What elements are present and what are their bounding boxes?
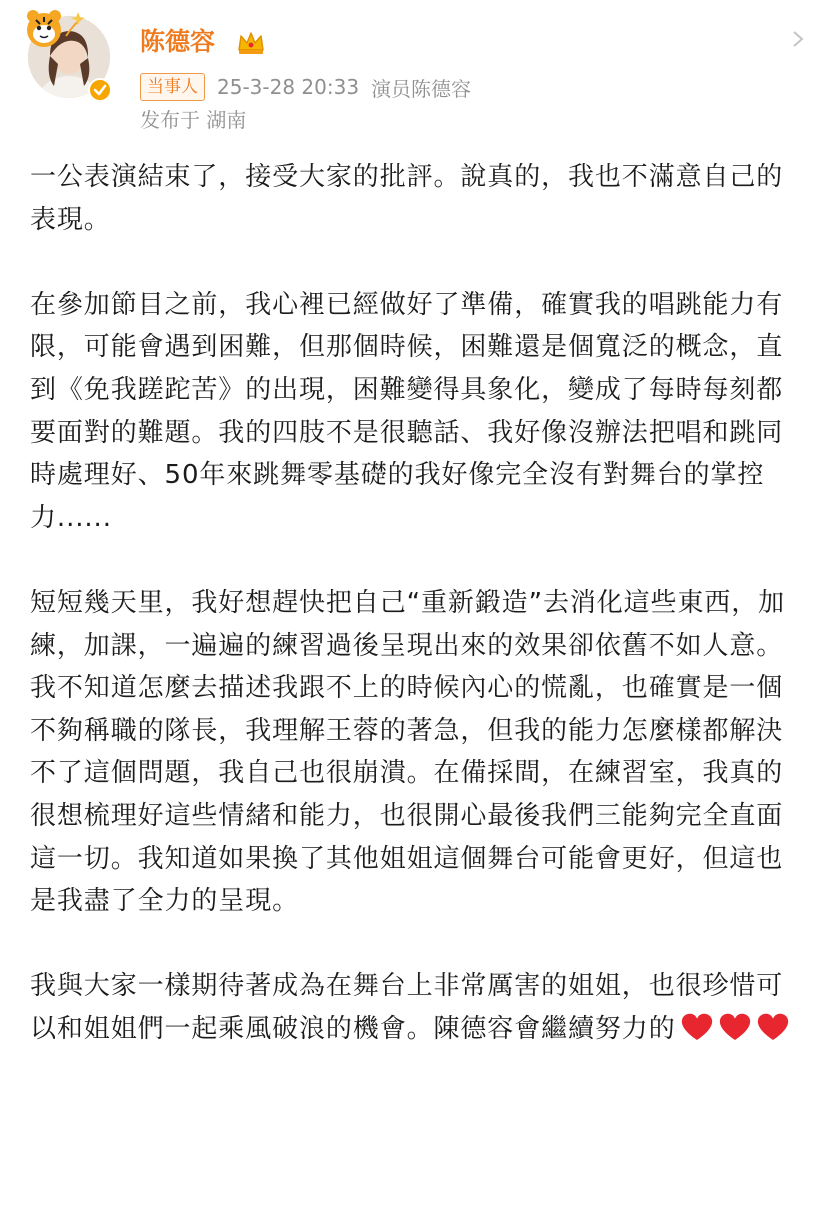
post-paragraph-text: 我與大家一樣期待著成為在舞台上非常厲害的姐姐，也很珍惜可以和姐姐們一起乘風破浪的機會。陳德容會繼續努力的 [30,971,784,1044]
heart-icon [718,1012,752,1042]
avatar-wrap[interactable] [22,6,118,102]
crown-icon[interactable] [236,30,266,56]
author-name[interactable]: 陈德容 [140,27,216,56]
post-paragraph: 短短幾天里，我好想趕快把自己“重新鍛造”去消化這些東西，加練，加課，一遍遍的練習過後呈現出來的效果卻依舊不如人意。我不知道怎麼去描述我跟不上的時候內心的慌亂，也確實是一個不夠稱職的隊長，我理解王蓉的著急，但我的能力怎麼樣都解決不了這個問題，我自己也很崩潰。在備採間，在練習室，我真的很想梳理好這些情緒和能力，也很開心最後我們三能夠完全直面這一切。我知道如果換了其他姐姐這個舞台可能會更好，但這也是我盡了全力的呈現。 [30,587,786,917]
more-icon[interactable] [792,30,806,48]
status-badge: 当事人 [140,73,205,101]
heart-icon [756,1012,790,1042]
post-time: 25-3-28 20:33 [217,75,360,99]
tiger-frame-icon [22,6,92,58]
post-source[interactable]: 演员陈德容 [371,76,472,101]
post-content [30,156,802,1050]
post-paragraph: 在參加節目之前，我心裡已經做好了準備，確實我的唱跳能力有限，可能會遇到困難，但那個時候，困難還是個寬泛的概念，直到《免我蹉跎苦》的出現，困難變得具象化，變成了每時每刻都要面對的難題。我的四肢不是很聽話、我好像沒辦法把唱和跳同時處理好、50年來跳舞零基礎的我好像完全沒有對舞台的掌控力...... [30,289,784,533]
post-paragraph-last [30,965,802,1050]
heart-icon [680,1012,714,1042]
verified-badge [88,78,112,102]
post-meta [140,72,483,102]
post-paragraph: 一公表演結束了，接受大家的批評。說真的，我也不滿意自己的表現。 [30,162,784,235]
verified-icon [90,80,110,100]
post-location: 发布于 湖南 [140,108,247,132]
